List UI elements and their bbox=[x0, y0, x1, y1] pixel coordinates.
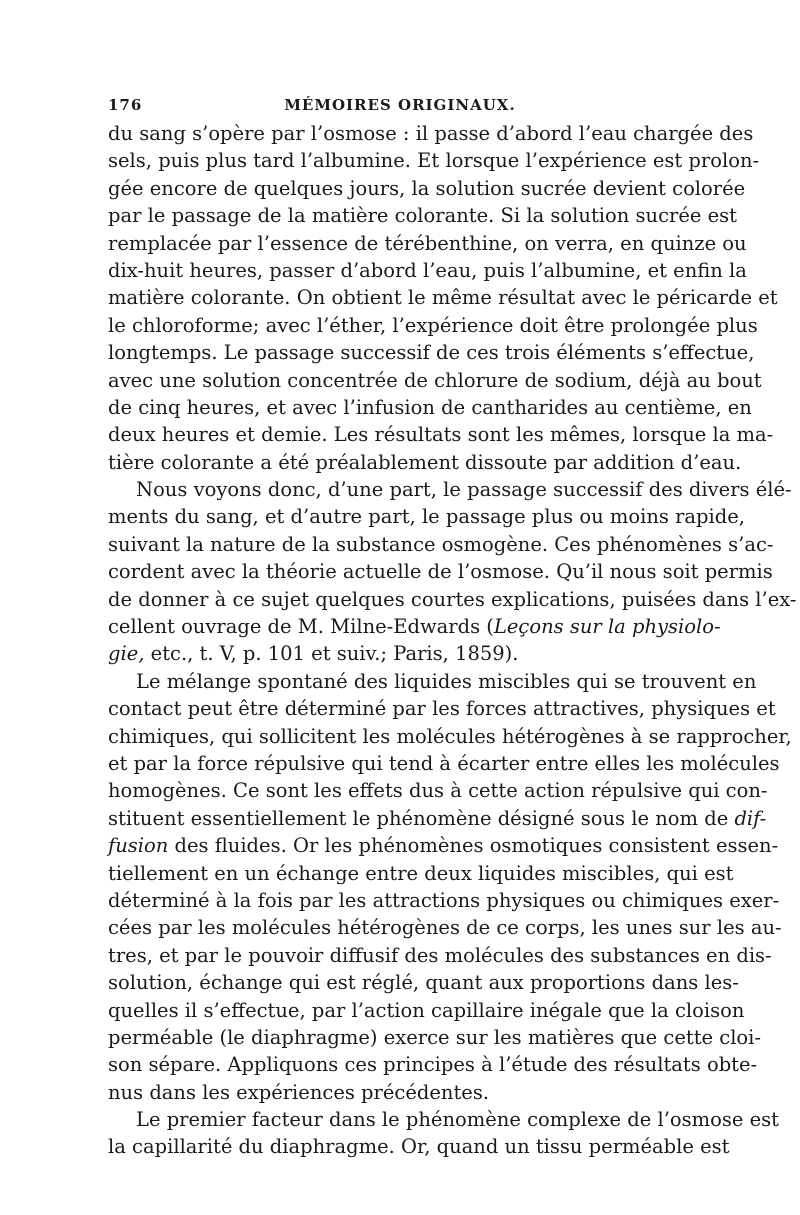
text-line: et par la force répulsive qui tend à écarter entre elles les molécules bbox=[108, 751, 780, 775]
text-line: de cinq heures, et avec l’infusion de cantharides au centième, en bbox=[108, 395, 752, 419]
text-line: ments du sang, et d’autre part, le passage plus ou moins rapide, bbox=[108, 505, 745, 529]
text-line: stituent essentiellement le phénomène désigné sous le nom de dif- bbox=[108, 806, 767, 830]
text-line: par le passage de la matière colorante. Si la solution sucrée est bbox=[108, 204, 737, 228]
text-line: Le mélange spontané des liquides miscibles qui se trouvent en bbox=[136, 669, 757, 693]
text-line: tres, et par le pouvoir diffusif des molécules des substances en dis- bbox=[108, 943, 772, 967]
text-line: gie, etc., t. V, p. 101 et suiv.; Paris, 1859). bbox=[108, 642, 519, 666]
text-line: du sang s’opère par l’osmose : il passe d’abord l’eau chargée des bbox=[108, 122, 754, 145]
section-title: MÉMOIRES ORIGINAUX. bbox=[284, 96, 516, 114]
body-text bbox=[108, 120, 797, 1161]
text-line: sels, puis plus tard l’albumine. Et lorsque l’expérience est prolon- bbox=[108, 149, 760, 173]
text-line: avec une solution concentrée de chlorure de sodium, déjà au bout bbox=[108, 368, 762, 392]
text-line: chimiques, qui sollicitent les molécules hétérogènes à se rapprocher, bbox=[108, 724, 792, 748]
text-line: son sépare. Appliquons ces principes à l’étude des résultats obte- bbox=[108, 1053, 758, 1077]
text-line: nus dans les expériences précédentes. bbox=[108, 1080, 490, 1104]
text-line: dix-huit heures, passer d’abord l’eau, puis l’albumine, et enfin la bbox=[108, 258, 747, 282]
text-line: solution, échange qui est réglé, quant aux proportions dans les- bbox=[108, 971, 739, 995]
running-head bbox=[108, 96, 692, 122]
text-line: perméable (le diaphragme) exerce sur les matières que cette cloi- bbox=[108, 1025, 761, 1049]
page-number: 176 bbox=[108, 96, 143, 114]
text-line: contact peut être déterminé par les forces attractives, physiques et bbox=[108, 697, 776, 721]
text-line: la capillarité du diaphragme. Or, quand un tissu perméable est bbox=[108, 1135, 730, 1159]
text-line: quelles il s’effectue, par l’action capillaire inégale que la cloison bbox=[108, 998, 745, 1022]
text-line: homogènes. Ce sont les effets dus à cette action répulsive qui con- bbox=[108, 779, 768, 803]
text-line: Nous voyons donc, d’une part, le passage successif des divers élé- bbox=[136, 478, 792, 502]
text-line: tière colorante a été préalablement dissoute par addition d’eau. bbox=[108, 450, 742, 474]
text-line: cordent avec la théorie actuelle de l’osmose. Qu’il nous soit permis bbox=[108, 560, 773, 584]
text-line: remplacée par l’essence de térébenthine, on verra, en quinze ou bbox=[108, 231, 747, 255]
text-line: suivant la nature de la substance osmogène. Ces phénomènes s’ac- bbox=[108, 532, 774, 556]
text-line: gée encore de quelques jours, la solution sucrée devient colorée bbox=[108, 176, 746, 200]
text-line: tiellement en un échange entre deux liquides miscibles, qui est bbox=[108, 861, 734, 885]
text-line: le chloroforme; avec l’éther, l’expérience doit être prolongée plus bbox=[108, 313, 758, 337]
text-line: de donner à ce sujet quelques courtes explications, puisées dans l’ex- bbox=[108, 587, 797, 611]
text-line: Le premier facteur dans le phénomène complexe de l’osmose est bbox=[136, 1108, 780, 1132]
text-line: déterminé à la fois par les attractions physiques ou chimiques exer- bbox=[108, 888, 780, 912]
text-line: fusion des fluides. Or les phénomènes osmotiques consistent essen- bbox=[108, 834, 779, 858]
text-line: longtemps. Le passage successif de ces trois éléments s’effectue, bbox=[108, 341, 755, 365]
text-line: deux heures et demie. Les résultats sont les mêmes, lorsque la ma- bbox=[108, 423, 774, 447]
text-line: matière colorante. On obtient le même résultat avec le péricarde et bbox=[108, 286, 778, 310]
text-line: cées par les molécules hétérogènes de ce corps, les unes sur les au- bbox=[108, 916, 782, 940]
text-line: cellent ouvrage de M. Milne-Edwards (Leçons sur la physiolo- bbox=[108, 615, 721, 639]
